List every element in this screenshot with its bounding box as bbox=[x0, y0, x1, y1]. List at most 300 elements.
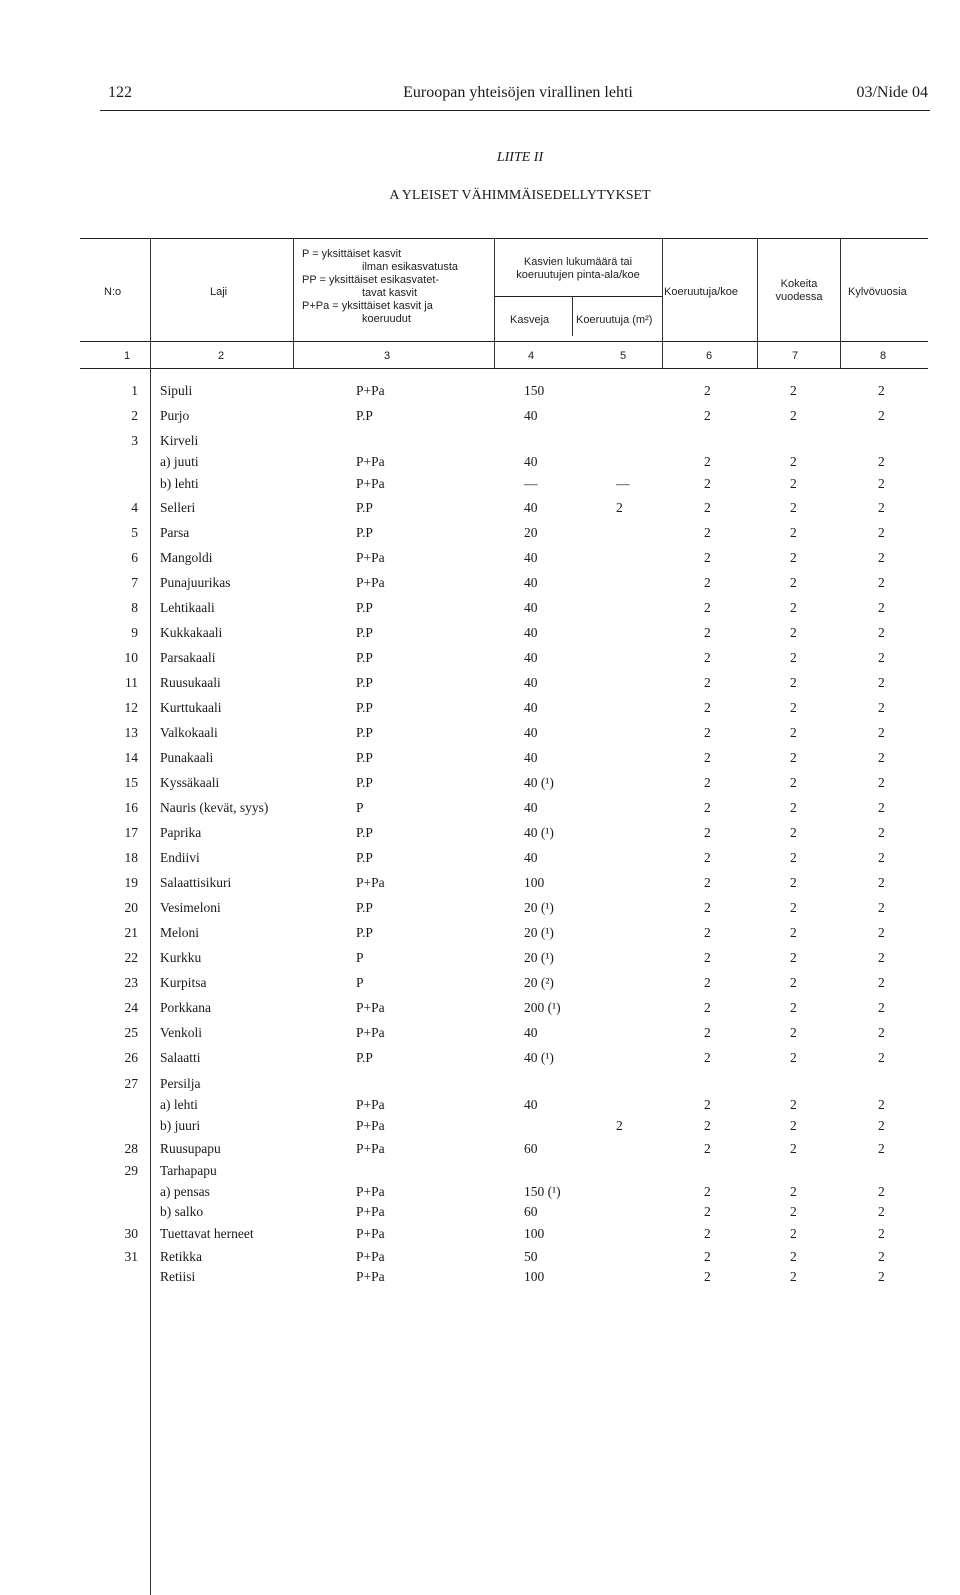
table-row bbox=[100, 1097, 920, 1115]
cell-k: 40 bbox=[524, 600, 538, 615]
cell-c: 2 bbox=[878, 476, 885, 491]
volume-label: 03/Nide 04 bbox=[856, 84, 928, 101]
cell-no: 26 bbox=[124, 1050, 138, 1065]
cell-c: 2 bbox=[878, 1000, 885, 1015]
cell-laji: Kirveli bbox=[160, 433, 199, 448]
cell-a: 2 bbox=[704, 1249, 711, 1264]
cell-laji: Kurkku bbox=[160, 950, 202, 965]
cell-k: 40 bbox=[524, 408, 538, 423]
cell-c: 2 bbox=[878, 950, 885, 965]
table-row bbox=[100, 725, 920, 743]
cell-no: 21 bbox=[124, 925, 138, 940]
cell-k: 20 bbox=[524, 525, 538, 540]
cell-p: P.P bbox=[356, 650, 373, 665]
cell-a: 2 bbox=[704, 975, 711, 990]
cell-b: 2 bbox=[790, 850, 797, 865]
cell-k: 40 bbox=[524, 1025, 538, 1040]
cell-p: P.P bbox=[356, 525, 373, 540]
table-row bbox=[100, 575, 920, 593]
cell-no: 31 bbox=[124, 1249, 138, 1264]
cell-no: 29 bbox=[124, 1163, 138, 1178]
cell-a: 2 bbox=[704, 575, 711, 590]
cell-c: 2 bbox=[878, 1269, 885, 1284]
cell-a: 2 bbox=[704, 750, 711, 765]
cell-b: 2 bbox=[790, 700, 797, 715]
cell-laji: a) lehti bbox=[160, 1097, 198, 1112]
header-rule bbox=[100, 110, 930, 111]
cell-k: — bbox=[524, 476, 538, 491]
table-row bbox=[100, 1249, 920, 1267]
cell-laji: Selleri bbox=[160, 500, 196, 515]
cell-a: 2 bbox=[704, 1141, 711, 1156]
cell-c: 2 bbox=[878, 1025, 885, 1040]
cell-laji: Ruusupapu bbox=[160, 1141, 221, 1156]
cell-c: 2 bbox=[878, 1050, 885, 1065]
cell-p: P+Pa bbox=[356, 1097, 385, 1112]
cell-b: 2 bbox=[790, 1000, 797, 1015]
cell-b: 2 bbox=[790, 875, 797, 890]
cell-p: P+Pa bbox=[356, 383, 385, 398]
cell-b: 2 bbox=[790, 825, 797, 840]
cell-p: P.P bbox=[356, 408, 373, 423]
table-row bbox=[100, 650, 920, 668]
cell-b: 2 bbox=[790, 1226, 797, 1241]
cell-c: 2 bbox=[878, 525, 885, 540]
colnum: 2 bbox=[218, 350, 225, 362]
col-divider bbox=[662, 238, 663, 368]
cell-a: 2 bbox=[704, 950, 711, 965]
cell-p: P+Pa bbox=[356, 1025, 385, 1040]
cell-k: 40 bbox=[524, 650, 538, 665]
col-divider bbox=[293, 238, 294, 368]
cell-p: P.P bbox=[356, 925, 373, 940]
cell-a: 2 bbox=[704, 476, 711, 491]
cell-laji: Salaatti bbox=[160, 1050, 201, 1065]
cell-a: 2 bbox=[704, 1000, 711, 1015]
cell-a: 2 bbox=[704, 1025, 711, 1040]
cell-no: 5 bbox=[131, 525, 138, 540]
cell-p: P+Pa bbox=[356, 550, 385, 565]
count-subhead-rule bbox=[494, 296, 662, 297]
cell-m: 2 bbox=[616, 1118, 623, 1133]
cell-laji: Paprika bbox=[160, 825, 202, 840]
cell-no: 3 bbox=[131, 433, 138, 448]
cell-a: 2 bbox=[704, 1204, 711, 1219]
cell-c: 2 bbox=[878, 408, 885, 423]
table-row bbox=[100, 875, 920, 893]
colnum: 5 bbox=[620, 350, 627, 362]
cell-a: 2 bbox=[704, 625, 711, 640]
cell-p: P+Pa bbox=[356, 1249, 385, 1264]
cell-laji: Endiivi bbox=[160, 850, 200, 865]
cell-a: 2 bbox=[704, 600, 711, 615]
cell-a: 2 bbox=[704, 725, 711, 740]
table-row bbox=[100, 1226, 920, 1244]
cell-b: 2 bbox=[790, 1249, 797, 1264]
cell-p: P bbox=[356, 800, 364, 815]
cell-c: 2 bbox=[878, 1184, 885, 1199]
cell-a: 2 bbox=[704, 1184, 711, 1199]
cell-a: 2 bbox=[704, 1097, 711, 1112]
cell-c: 2 bbox=[878, 825, 885, 840]
cell-p: P+Pa bbox=[356, 875, 385, 890]
cell-k: 20 (¹) bbox=[524, 950, 554, 965]
cell-no: 24 bbox=[124, 1000, 138, 1015]
cell-b: 2 bbox=[790, 575, 797, 590]
cell-b: 2 bbox=[790, 975, 797, 990]
cell-k: 40 (¹) bbox=[524, 1050, 554, 1065]
cell-k: 20 (¹) bbox=[524, 900, 554, 915]
cell-a: 2 bbox=[704, 1050, 711, 1065]
table-row bbox=[100, 1141, 920, 1159]
col-divider bbox=[840, 238, 841, 368]
cell-c: 2 bbox=[878, 550, 885, 565]
cell-p: P+Pa bbox=[356, 1226, 385, 1241]
head-kasveja: Kasveja bbox=[510, 314, 550, 326]
cell-no: 2 bbox=[131, 408, 138, 423]
table-row bbox=[100, 750, 920, 768]
cell-no: 1 bbox=[131, 383, 138, 398]
cell-b: 2 bbox=[790, 900, 797, 915]
cell-no: 16 bbox=[124, 800, 138, 815]
colnum: 3 bbox=[384, 350, 391, 362]
cell-a: 2 bbox=[704, 925, 711, 940]
cell-c: 2 bbox=[878, 454, 885, 469]
cell-laji: Punajuurikas bbox=[160, 575, 231, 590]
table-row bbox=[100, 925, 920, 943]
cell-laji: Purjo bbox=[160, 408, 190, 423]
cell-a: 2 bbox=[704, 675, 711, 690]
cell-c: 2 bbox=[878, 1226, 885, 1241]
cell-no: 19 bbox=[124, 875, 138, 890]
head-count: Kasvien lukumäärä tai koeruutujen pinta-ala/koe bbox=[516, 256, 640, 281]
cell-no: 15 bbox=[124, 775, 138, 790]
cell-no: 11 bbox=[125, 675, 138, 690]
cell-b: 2 bbox=[790, 675, 797, 690]
table-row bbox=[100, 950, 920, 968]
table-row bbox=[100, 625, 920, 643]
cell-k: 20 (¹) bbox=[524, 925, 554, 940]
cell-laji: Lehtikaali bbox=[160, 600, 215, 615]
cell-no: 23 bbox=[124, 975, 138, 990]
colnum: 1 bbox=[124, 350, 131, 362]
cell-p: P.P bbox=[356, 825, 373, 840]
cell-b: 2 bbox=[790, 1141, 797, 1156]
table-row bbox=[100, 1118, 920, 1136]
col-divider bbox=[572, 296, 573, 336]
table-row bbox=[100, 825, 920, 843]
cell-b: 2 bbox=[790, 1097, 797, 1112]
cell-b: 2 bbox=[790, 550, 797, 565]
table-row bbox=[100, 454, 920, 472]
cell-b: 2 bbox=[790, 625, 797, 640]
cell-p: P.P bbox=[356, 675, 373, 690]
table-row bbox=[100, 550, 920, 568]
col-divider bbox=[494, 238, 495, 368]
table-row bbox=[100, 1184, 920, 1202]
cell-laji: Tarhapapu bbox=[160, 1163, 217, 1178]
cell-c: 2 bbox=[878, 675, 885, 690]
cell-p: P+Pa bbox=[356, 1269, 385, 1284]
cell-no: 12 bbox=[124, 700, 138, 715]
cell-no: 13 bbox=[124, 725, 138, 740]
cell-k: 60 bbox=[524, 1204, 538, 1219]
cell-p: P.P bbox=[356, 850, 373, 865]
cell-laji: Parsa bbox=[160, 525, 190, 540]
cell-p: P+Pa bbox=[356, 1141, 385, 1156]
colnum: 7 bbox=[792, 350, 799, 362]
cell-laji: Meloni bbox=[160, 925, 199, 940]
cell-k: 100 bbox=[524, 875, 545, 890]
cell-b: 2 bbox=[790, 500, 797, 515]
table-row bbox=[100, 1204, 920, 1222]
cell-k: 40 bbox=[524, 725, 538, 740]
cell-laji: b) juuri bbox=[160, 1118, 201, 1133]
cell-laji: Kukkakaali bbox=[160, 625, 223, 640]
cell-k: 40 (¹) bbox=[524, 775, 554, 790]
cell-a: 2 bbox=[704, 825, 711, 840]
cell-c: 2 bbox=[878, 600, 885, 615]
cell-b: 2 bbox=[790, 1204, 797, 1219]
cell-c: 2 bbox=[878, 383, 885, 398]
cell-laji: Sipuli bbox=[160, 383, 193, 398]
colnum: 8 bbox=[880, 350, 887, 362]
cell-laji: Kyssäkaali bbox=[160, 775, 220, 790]
cell-laji: Ruusukaali bbox=[160, 675, 221, 690]
table-row bbox=[100, 1000, 920, 1018]
cell-c: 2 bbox=[878, 650, 885, 665]
annex-label: LIITE II bbox=[496, 150, 544, 165]
cell-k: 50 bbox=[524, 1249, 538, 1264]
cell-b: 2 bbox=[790, 525, 797, 540]
cell-laji: Parsakaali bbox=[160, 650, 216, 665]
cell-p: P.P bbox=[356, 700, 373, 715]
cell-b: 2 bbox=[790, 1269, 797, 1284]
cell-a: 2 bbox=[704, 775, 711, 790]
cell-p: P.P bbox=[356, 775, 373, 790]
cell-laji: Venkoli bbox=[160, 1025, 202, 1040]
cell-no: 9 bbox=[131, 625, 138, 640]
cell-laji: a) pensas bbox=[160, 1184, 210, 1199]
table-row bbox=[100, 1025, 920, 1043]
table-row bbox=[100, 383, 920, 401]
cell-c: 2 bbox=[878, 500, 885, 515]
cell-p: P.P bbox=[356, 900, 373, 915]
colnum-bottom-rule bbox=[80, 368, 928, 369]
cell-laji: Persilja bbox=[160, 1076, 201, 1091]
table-row bbox=[100, 900, 920, 918]
cell-c: 2 bbox=[878, 1097, 885, 1112]
cell-laji: Porkkana bbox=[160, 1000, 211, 1015]
cell-no: 6 bbox=[131, 550, 138, 565]
table-row bbox=[100, 476, 920, 494]
cell-a: 2 bbox=[704, 500, 711, 515]
cell-no: 28 bbox=[124, 1141, 138, 1156]
cell-m: — bbox=[616, 476, 630, 491]
cell-k: 40 bbox=[524, 1097, 538, 1112]
cell-laji: Valkokaali bbox=[160, 725, 218, 740]
cell-k: 200 (¹) bbox=[524, 1000, 561, 1015]
cell-a: 2 bbox=[704, 525, 711, 540]
table-row bbox=[100, 975, 920, 993]
cell-laji: Retikka bbox=[160, 1249, 202, 1264]
cell-a: 2 bbox=[704, 550, 711, 565]
cell-b: 2 bbox=[790, 1118, 797, 1133]
cell-c: 2 bbox=[878, 850, 885, 865]
cell-b: 2 bbox=[790, 383, 797, 398]
table-row bbox=[100, 408, 920, 426]
table-row bbox=[100, 433, 920, 451]
cell-no: 17 bbox=[124, 825, 138, 840]
cell-c: 2 bbox=[878, 1204, 885, 1219]
colnum: 4 bbox=[528, 350, 535, 362]
cell-no: 20 bbox=[124, 900, 138, 915]
cell-a: 2 bbox=[704, 1118, 711, 1133]
cell-a: 2 bbox=[704, 1269, 711, 1284]
cell-b: 2 bbox=[790, 925, 797, 940]
cell-p: P bbox=[356, 975, 364, 990]
cell-a: 2 bbox=[704, 454, 711, 469]
table-row bbox=[100, 600, 920, 618]
cell-c: 2 bbox=[878, 900, 885, 915]
cell-b: 2 bbox=[790, 800, 797, 815]
table-row bbox=[100, 850, 920, 868]
head-key: P = yksittäiset kasvit ilman esikasvatusta PP = yksittäiset esikasvatet- tavat kasvit P+Pa = yksittäiset kasvit ja koeruudut bbox=[302, 248, 458, 325]
cell-b: 2 bbox=[790, 725, 797, 740]
cell-laji: Punakaali bbox=[160, 750, 214, 765]
cell-a: 2 bbox=[704, 800, 711, 815]
cell-k: 40 bbox=[524, 700, 538, 715]
cell-p: P.P bbox=[356, 1050, 373, 1065]
cell-no: 30 bbox=[124, 1226, 138, 1241]
cell-laji: a) juuti bbox=[160, 454, 199, 469]
cell-k: 150 (¹) bbox=[524, 1184, 561, 1199]
cell-no: 27 bbox=[124, 1076, 138, 1091]
cell-p: P+Pa bbox=[356, 454, 385, 469]
head-no: N:o bbox=[104, 286, 122, 298]
table-row bbox=[100, 525, 920, 543]
cell-p: P+Pa bbox=[356, 1118, 385, 1133]
cell-laji: Vesimeloni bbox=[160, 900, 221, 915]
table-row bbox=[100, 800, 920, 818]
head-bottom-rule bbox=[80, 341, 928, 342]
cell-laji: b) salko bbox=[160, 1204, 204, 1219]
cell-a: 2 bbox=[704, 875, 711, 890]
cell-p: P+Pa bbox=[356, 1000, 385, 1015]
cell-k: 40 bbox=[524, 675, 538, 690]
col-divider bbox=[757, 238, 758, 368]
cell-no: 8 bbox=[131, 600, 138, 615]
cell-laji: Tuettavat herneet bbox=[160, 1226, 254, 1241]
cell-c: 2 bbox=[878, 1118, 885, 1133]
page-number: 122 bbox=[108, 84, 132, 101]
cell-c: 2 bbox=[878, 800, 885, 815]
table-row bbox=[100, 1163, 920, 1181]
journal-title: Euroopan yhteisöjen virallinen lehti bbox=[403, 84, 633, 101]
cell-k: 40 bbox=[524, 750, 538, 765]
head-kokeita: Kokeita vuodessa bbox=[775, 278, 823, 303]
table-row bbox=[100, 500, 920, 518]
head-koeruutuja-koe: Koeruutuja/koe bbox=[664, 286, 738, 298]
cell-k: 40 bbox=[524, 800, 538, 815]
cell-k: 40 (¹) bbox=[524, 825, 554, 840]
table-row bbox=[100, 1269, 920, 1287]
cell-a: 2 bbox=[704, 408, 711, 423]
cell-laji: Nauris (kevät, syys) bbox=[160, 800, 269, 815]
cell-k: 40 bbox=[524, 850, 538, 865]
cell-no: 22 bbox=[124, 950, 138, 965]
colnum: 6 bbox=[706, 350, 713, 362]
cell-p: P+Pa bbox=[356, 575, 385, 590]
cell-b: 2 bbox=[790, 454, 797, 469]
cell-k: 40 bbox=[524, 575, 538, 590]
cell-p: P.P bbox=[356, 500, 373, 515]
cell-c: 2 bbox=[878, 700, 885, 715]
cell-b: 2 bbox=[790, 476, 797, 491]
cell-k: 40 bbox=[524, 454, 538, 469]
table-row bbox=[100, 675, 920, 693]
cell-p: P.P bbox=[356, 750, 373, 765]
cell-c: 2 bbox=[878, 1249, 885, 1264]
head-koeruutuja: Koeruutuja (m²) bbox=[576, 314, 653, 326]
cell-b: 2 bbox=[790, 650, 797, 665]
cell-p: P+Pa bbox=[356, 1204, 385, 1219]
cell-no: 10 bbox=[124, 650, 138, 665]
table-top-rule bbox=[80, 238, 928, 239]
cell-p: P+Pa bbox=[356, 1184, 385, 1199]
cell-laji: Kurpitsa bbox=[160, 975, 207, 990]
cell-p: P.P bbox=[356, 600, 373, 615]
head-kylvo: Kylvövuosia bbox=[848, 286, 907, 298]
cell-k: 40 bbox=[524, 625, 538, 640]
cell-c: 2 bbox=[878, 1141, 885, 1156]
cell-k: 40 bbox=[524, 500, 538, 515]
page-title: A YLEISET VÄHIMMÄISEDELLYTYKSET bbox=[389, 188, 651, 203]
cell-k: 40 bbox=[524, 550, 538, 565]
cell-laji: Retiisi bbox=[160, 1269, 196, 1284]
cell-no: 25 bbox=[124, 1025, 138, 1040]
cell-k: 100 bbox=[524, 1269, 545, 1284]
table-row bbox=[100, 775, 920, 793]
cell-k: 20 (²) bbox=[524, 975, 554, 990]
cell-a: 2 bbox=[704, 650, 711, 665]
cell-k: 150 bbox=[524, 383, 545, 398]
cell-c: 2 bbox=[878, 750, 885, 765]
table-row bbox=[100, 700, 920, 718]
cell-b: 2 bbox=[790, 950, 797, 965]
cell-b: 2 bbox=[790, 408, 797, 423]
cell-p: P bbox=[356, 950, 364, 965]
cell-c: 2 bbox=[878, 975, 885, 990]
cell-laji: Mangoldi bbox=[160, 550, 213, 565]
cell-c: 2 bbox=[878, 875, 885, 890]
head-laji: Laji bbox=[210, 286, 228, 298]
cell-a: 2 bbox=[704, 850, 711, 865]
cell-c: 2 bbox=[878, 925, 885, 940]
cell-b: 2 bbox=[790, 775, 797, 790]
cell-b: 2 bbox=[790, 1050, 797, 1065]
table-row bbox=[100, 1050, 920, 1068]
cell-no: 18 bbox=[124, 850, 138, 865]
cell-p: P+Pa bbox=[356, 476, 385, 491]
cell-b: 2 bbox=[790, 1025, 797, 1040]
table-row bbox=[100, 1076, 920, 1094]
cell-no: 4 bbox=[131, 500, 138, 515]
cell-b: 2 bbox=[790, 750, 797, 765]
cell-k: 60 bbox=[524, 1141, 538, 1156]
cell-laji: Kurttukaali bbox=[160, 700, 222, 715]
cell-c: 2 bbox=[878, 725, 885, 740]
